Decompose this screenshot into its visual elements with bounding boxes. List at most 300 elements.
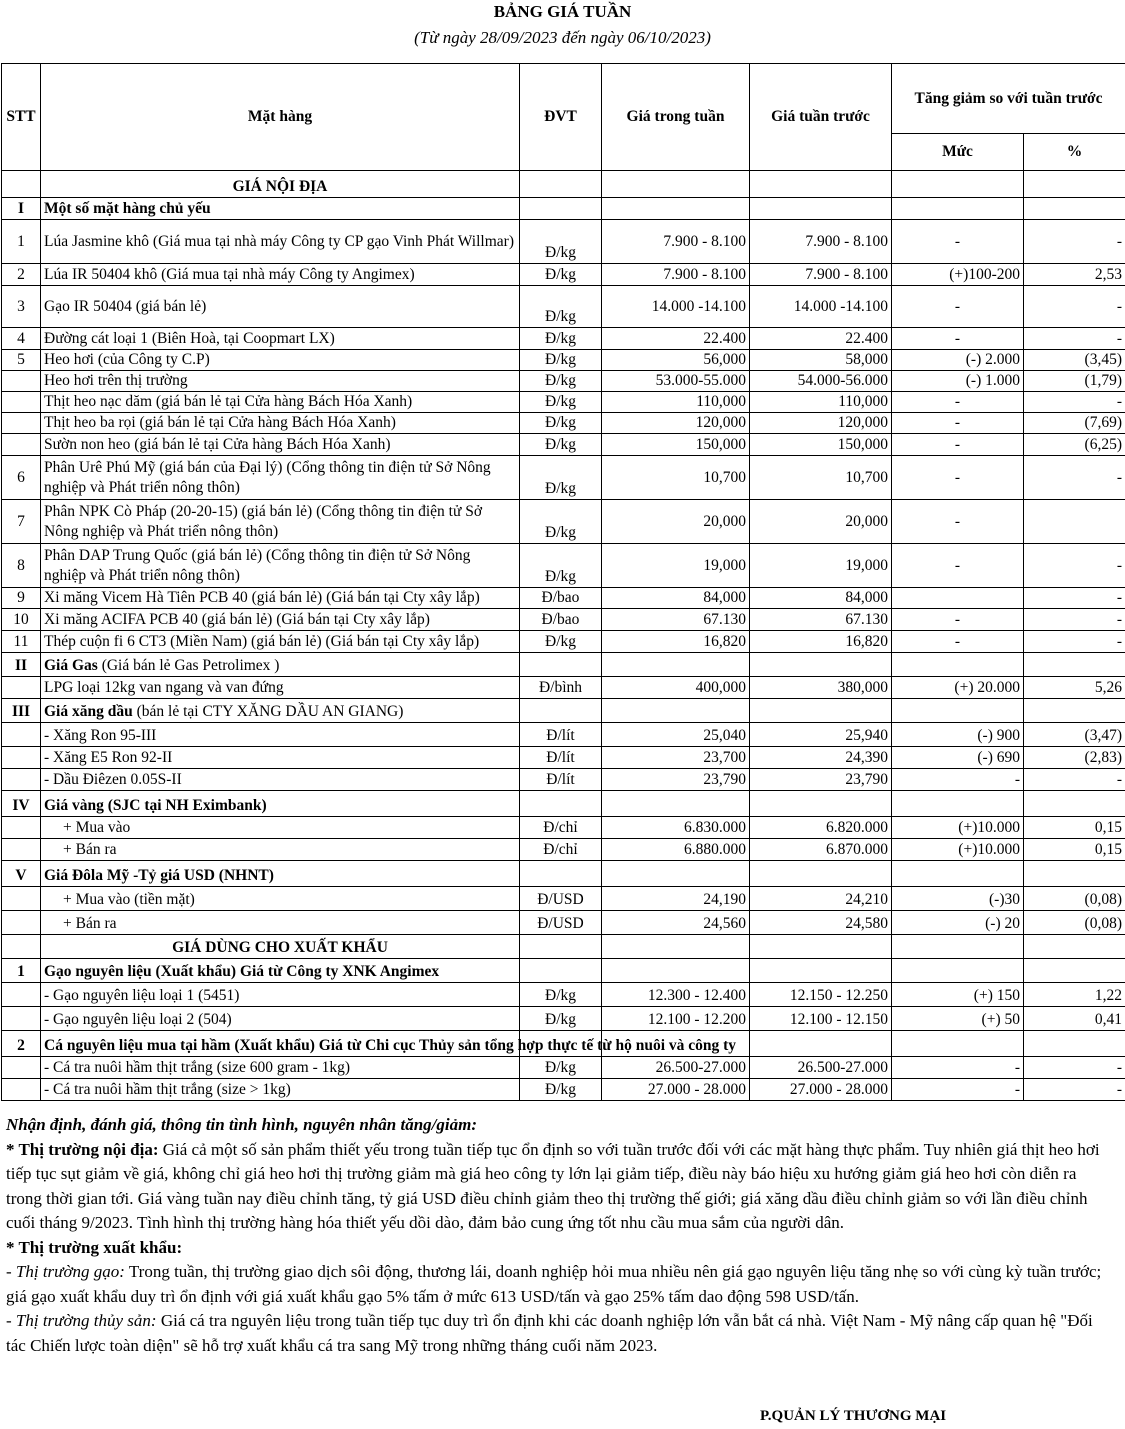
row-change-level: - <box>892 434 1024 456</box>
row-item: + Bán ra <box>41 911 520 935</box>
price-table-body <box>2 171 1125 1101</box>
row-price-previous: 54.000-56.000 <box>750 371 892 392</box>
row-stt <box>2 392 41 413</box>
row-change-level: - <box>892 769 1024 791</box>
row-price-previous: 84,000 <box>750 588 892 609</box>
empty-cell <box>750 861 892 887</box>
row-unit: Đ/kg <box>520 456 602 500</box>
empty-cell <box>2 935 41 959</box>
row-change-level: - <box>892 392 1024 413</box>
empty-cell <box>892 861 1024 887</box>
row-stt: 3 <box>2 286 41 328</box>
row-change-percent: - <box>1024 1057 1125 1079</box>
row-stt <box>2 887 41 911</box>
row-price-previous: 24,580 <box>750 911 892 935</box>
row-change-level: - <box>892 1057 1024 1079</box>
empty-cell <box>892 699 1024 723</box>
table-row <box>2 861 1125 887</box>
row-item: Heo hơi (của Công ty C.P) <box>41 350 520 371</box>
table-row <box>2 791 1125 817</box>
empty-cell <box>520 699 602 723</box>
empty-cell <box>602 861 750 887</box>
row-price-previous: 12.150 - 12.250 <box>750 983 892 1007</box>
group-title <box>41 959 520 983</box>
row-change-level: (-)30 <box>892 887 1024 911</box>
notes-heading: Nhận định, đánh giá, thông tin tình hình, nguyên nhân tăng/giảm: <box>6 1115 478 1134</box>
row-unit: Đ/lít <box>520 747 602 769</box>
row-change-level <box>892 588 1024 609</box>
row-change-percent: - <box>1024 609 1125 631</box>
table-row <box>2 699 1125 723</box>
table-row <box>2 392 1125 413</box>
row-change-percent: 0,41 <box>1024 1007 1125 1031</box>
row-stt: 11 <box>2 631 41 653</box>
row-price-previous: 27.000 - 28.000 <box>750 1079 892 1101</box>
row-price-previous: 6.870.000 <box>750 839 892 861</box>
row-price-previous: 110,000 <box>750 392 892 413</box>
empty-cell <box>520 198 602 220</box>
empty-cell <box>520 861 602 887</box>
row-stt: 1 <box>2 220 41 264</box>
empty-cell <box>520 171 602 198</box>
row-price-previous: 380,000 <box>750 677 892 699</box>
row-stt <box>2 839 41 861</box>
row-change-level: - <box>892 1079 1024 1101</box>
group-note: (bán lẻ tại CTY XĂNG DẦU AN GIANG) <box>132 703 404 720</box>
empty-cell <box>750 959 892 983</box>
row-price-previous: 6.820.000 <box>750 817 892 839</box>
row-item: + Mua vào <box>41 817 520 839</box>
row-price-previous: 14.000 -14.100 <box>750 286 892 328</box>
row-price-current: 110,000 <box>602 392 750 413</box>
row-price-previous: 22.400 <box>750 328 892 350</box>
group-stt: V <box>2 861 41 887</box>
row-price-previous: 26.500-27.000 <box>750 1057 892 1079</box>
domestic-label: * Thị trường nội địa: <box>6 1139 159 1159</box>
empty-cell <box>2 171 41 198</box>
row-stt <box>2 677 41 699</box>
row-unit: Đ/kg <box>520 220 602 264</box>
row-price-current: 10,700 <box>602 456 750 500</box>
table-row <box>2 1007 1125 1031</box>
empty-cell <box>892 1031 1024 1057</box>
row-price-current: 6.830.000 <box>602 817 750 839</box>
header-stt: STT <box>2 64 41 171</box>
empty-cell <box>520 935 602 959</box>
row-price-current: 22.400 <box>602 328 750 350</box>
table-row <box>2 350 1125 371</box>
row-change-percent: - <box>1024 631 1125 653</box>
table-row <box>2 723 1125 747</box>
row-stt <box>2 371 41 392</box>
empty-cell <box>1024 198 1125 220</box>
row-item: Gạo IR 50404 (giá bán lẻ) <box>41 286 520 328</box>
row-price-previous: 23,790 <box>750 769 892 791</box>
row-price-previous: 19,000 <box>750 544 892 588</box>
empty-cell <box>1024 1031 1125 1057</box>
row-change-level: (-) 900 <box>892 723 1024 747</box>
group-title <box>41 699 520 723</box>
table-row <box>2 959 1125 983</box>
group-label: Giá Đôla Mỹ -Tỷ giá USD (NHNT) <box>44 867 274 884</box>
empty-cell <box>602 959 750 983</box>
row-change-percent: - <box>1024 769 1125 791</box>
analysis-notes <box>6 1113 1116 1358</box>
row-price-current: 7.900 - 8.100 <box>602 220 750 264</box>
row-item: - Xăng Ron 95-III <box>41 723 520 747</box>
table-row <box>2 747 1125 769</box>
row-change-percent: (6,25) <box>1024 434 1125 456</box>
row-unit: Đ/kg <box>520 264 602 286</box>
table-row <box>2 500 1125 544</box>
table-row <box>2 1031 1125 1057</box>
row-change-level: - <box>892 544 1024 588</box>
table-row <box>2 1079 1125 1101</box>
row-item: - Gạo nguyên liệu loại 2 (504) <box>41 1007 520 1031</box>
row-stt: 2 <box>2 264 41 286</box>
empty-cell <box>750 653 892 677</box>
header-item: Mặt hàng <box>41 64 520 171</box>
row-item: - Cá tra nuôi hầm thịt trắng (size > 1kg) <box>41 1079 520 1101</box>
empty-cell <box>602 653 750 677</box>
row-unit: Đ/kg <box>520 392 602 413</box>
row-change-percent: (0,08) <box>1024 887 1125 911</box>
empty-cell <box>1024 699 1125 723</box>
row-unit: Đ/chỉ <box>520 817 602 839</box>
row-item: Thịt heo nạc dăm (giá bán lẻ tại Cửa hàng Bách Hóa Xanh) <box>41 392 520 413</box>
row-price-previous: 24,210 <box>750 887 892 911</box>
row-price-current: 7.900 - 8.100 <box>602 264 750 286</box>
row-change-percent: (3,45) <box>1024 350 1125 371</box>
row-unit: Đ/kg <box>520 500 602 544</box>
empty-cell <box>750 791 892 817</box>
row-unit: Đ/kg <box>520 544 602 588</box>
header-level: Mức <box>892 134 1024 171</box>
row-stt <box>2 769 41 791</box>
row-price-current: 27.000 - 28.000 <box>602 1079 750 1101</box>
empty-cell <box>520 791 602 817</box>
row-price-current: 53.000-55.000 <box>602 371 750 392</box>
group-stt: 2 <box>2 1031 41 1057</box>
row-stt <box>2 747 41 769</box>
group-title <box>41 653 520 677</box>
empty-cell <box>520 653 602 677</box>
group-title <box>41 861 520 887</box>
row-change-level: (-) 1.000 <box>892 371 1024 392</box>
empty-cell <box>892 959 1024 983</box>
rice-market-text: Trong tuần, thị trường giao dịch sôi động, thương lái, doanh nghiệp hỏi mua nhiều nên giá gạo nguyên liệu tăng nhẹ so với cùng kỳ tuần trước; giá gạo xuất khẩu duy trì ổn định với giá xuất khẩu gạo 5% tấm ở mức 613 USD/tấn và gạo 25% tấm dao động 598 USD/tấn. <box>6 1262 1102 1306</box>
row-item: + Mua vào (tiền mặt) <box>41 887 520 911</box>
row-change-percent: 0,15 <box>1024 839 1125 861</box>
row-stt: 8 <box>2 544 41 588</box>
row-stt: 9 <box>2 588 41 609</box>
row-item: Lúa IR 50404 khô (Giá mua tại nhà máy Công ty Angimex) <box>41 264 520 286</box>
empty-cell <box>602 699 750 723</box>
row-item: Phân DAP Trung Quốc (giá bán lẻ) (Cổng thông tin điện tử Sở Nông nghiệp và Phát triển nông thôn) <box>41 544 520 588</box>
row-change-level: - <box>892 286 1024 328</box>
row-change-percent: - <box>1024 328 1125 350</box>
row-price-current: 24,190 <box>602 887 750 911</box>
row-unit: Đ/bình <box>520 677 602 699</box>
row-unit: Đ/kg <box>520 631 602 653</box>
table-row <box>2 456 1125 500</box>
row-change-level: (+) 20.000 <box>892 677 1024 699</box>
table-row <box>2 653 1125 677</box>
row-unit: Đ/lít <box>520 769 602 791</box>
table-row <box>2 286 1125 328</box>
table-row <box>2 544 1125 588</box>
empty-cell <box>750 699 892 723</box>
row-stt <box>2 1007 41 1031</box>
report-title: BẢNG GIÁ TUẦN <box>493 2 632 21</box>
table-row <box>2 983 1125 1007</box>
empty-cell <box>892 171 1024 198</box>
row-price-previous: 12.100 - 12.150 <box>750 1007 892 1031</box>
row-unit: Đ/kg <box>520 434 602 456</box>
empty-cell <box>892 653 1024 677</box>
header-last-week: Giá tuần trước <box>750 64 892 171</box>
empty-cell <box>602 171 750 198</box>
row-change-level: (+) 150 <box>892 983 1024 1007</box>
row-stt: 6 <box>2 456 41 500</box>
table-row <box>2 839 1125 861</box>
table-row <box>2 911 1125 935</box>
empty-cell <box>892 791 1024 817</box>
row-price-current: 400,000 <box>602 677 750 699</box>
table-row <box>2 264 1125 286</box>
row-change-percent: 0,15 <box>1024 817 1125 839</box>
row-price-current: 26.500-27.000 <box>602 1057 750 1079</box>
header-percent: % <box>1024 134 1125 171</box>
row-item: Phân NPK Cò Pháp (20-20-15) (giá bán lẻ) (Cổng thông tin điện tử Sở Nông nghiệp và Phát triển nông thôn) <box>41 500 520 544</box>
header-unit: ĐVT <box>520 64 602 171</box>
empty-cell <box>750 198 892 220</box>
table-row <box>2 817 1125 839</box>
row-change-percent: 2,53 <box>1024 264 1125 286</box>
row-change-percent: - <box>1024 220 1125 264</box>
row-unit: Đ/kg <box>520 983 602 1007</box>
row-unit: Đ/kg <box>520 1007 602 1031</box>
row-price-previous: 25,940 <box>750 723 892 747</box>
row-stt <box>2 911 41 935</box>
row-unit: Đ/kg <box>520 371 602 392</box>
row-change-percent: - <box>1024 456 1125 500</box>
empty-cell <box>602 935 750 959</box>
row-unit: Đ/kg <box>520 286 602 328</box>
signature: P.QUẢN LÝ THƯƠNG MẠI <box>760 1408 947 1424</box>
row-change-level: (-) 20 <box>892 911 1024 935</box>
row-change-level: - <box>892 456 1024 500</box>
section-title: GIÁ DÙNG CHO XUẤT KHẨU <box>41 935 520 959</box>
row-change-level: (+)100-200 <box>892 264 1024 286</box>
row-price-current: 25,040 <box>602 723 750 747</box>
table-row <box>2 434 1125 456</box>
row-change-percent: - <box>1024 588 1125 609</box>
row-price-current: 24,560 <box>602 911 750 935</box>
row-price-current: 84,000 <box>602 588 750 609</box>
row-unit: Đ/kg <box>520 1079 602 1101</box>
row-price-current: 12.300 - 12.400 <box>602 983 750 1007</box>
empty-cell <box>892 935 1024 959</box>
empty-cell <box>750 171 892 198</box>
row-change-percent: (2,83) <box>1024 747 1125 769</box>
report-subtitle: (Từ ngày 28/09/2023 đến ngày 06/10/2023) <box>414 28 711 47</box>
row-change-level: - <box>892 609 1024 631</box>
row-price-current: 23,790 <box>602 769 750 791</box>
row-item: - Dầu Điêzen 0.05S-II <box>41 769 520 791</box>
group-stt: IV <box>2 791 41 817</box>
row-change-level: (+)10.000 <box>892 817 1024 839</box>
row-unit: Đ/lít <box>520 723 602 747</box>
row-item: Xi măng ACIFA PCB 40 (giá bán lẻ) (Giá bán tại Cty xây lắp) <box>41 609 520 631</box>
row-item: Xi măng Vicem Hà Tiên PCB 40 (giá bán lẻ) (Giá bán tại Cty xây lắp) <box>41 588 520 609</box>
row-item: Sườn non heo (giá bán lẻ tại Cửa hàng Bách Hóa Xanh) <box>41 434 520 456</box>
row-item: Heo hơi trên thị trường <box>41 371 520 392</box>
row-stt: 10 <box>2 609 41 631</box>
row-stt <box>2 1079 41 1101</box>
table-row <box>2 328 1125 350</box>
row-change-percent: (3,47) <box>1024 723 1125 747</box>
row-item: Thịt heo ba rọi (giá bán lẻ tại Cửa hàng Bách Hóa Xanh) <box>41 413 520 434</box>
domestic-text: Giá cả một số sản phẩm thiết yếu trong tuần tiếp tục ổn định so với tuần trước đối với các mặt hàng thực phẩm. Tuy nhiên giá thịt heo hơi tiếp tục sụt giảm về giá, không chỉ giá heo hơi thị trường giảm mà giá heo công ty lớn lại giảm tiếp, điều này báo hiệu xu hướng giảm giá heo hơi còn diễn ra trong thời gian tới. Giá vàng tuần nay điều chỉnh tăng, tỷ giá USD điều chỉnh giảm theo thị trường thế giới; giá xăng dầu điều chỉnh giảm so với lần điều chỉnh cuối tháng 9/2023. Tình hình thị trường hàng hóa thiết yếu dồi dào, đảm bảo cung ứng tốt nhu cầu mua sắm của người dân. <box>6 1139 1100 1232</box>
row-price-current: 19,000 <box>602 544 750 588</box>
row-item: - Cá tra nuôi hầm thịt trắng (size 600 gram - 1kg) <box>41 1057 520 1079</box>
group-label: Một số mặt hàng chủ yếu <box>44 200 211 217</box>
row-change-percent <box>1024 500 1125 544</box>
export-label: * Thị trường xuất khẩu: <box>6 1237 183 1257</box>
row-price-previous: 120,000 <box>750 413 892 434</box>
rice-market-label: - Thị trường gạo: <box>6 1262 125 1281</box>
row-price-current: 120,000 <box>602 413 750 434</box>
row-price-previous: 10,700 <box>750 456 892 500</box>
group-title <box>41 791 520 817</box>
row-price-previous: 7.900 - 8.100 <box>750 264 892 286</box>
empty-cell <box>602 791 750 817</box>
empty-cell <box>1024 791 1125 817</box>
row-change-percent: 1,22 <box>1024 983 1125 1007</box>
row-price-previous: 24,390 <box>750 747 892 769</box>
row-change-percent: 5,26 <box>1024 677 1125 699</box>
row-unit: Đ/kg <box>520 328 602 350</box>
group-stt: I <box>2 198 41 220</box>
row-price-previous: 67.130 <box>750 609 892 631</box>
empty-cell <box>520 959 602 983</box>
table-row <box>2 631 1125 653</box>
row-price-current: 67.130 <box>602 609 750 631</box>
row-change-level: (+) 50 <box>892 1007 1024 1031</box>
group-label: Giá Gas <box>44 657 98 674</box>
row-change-level: - <box>892 631 1024 653</box>
row-item: - Xăng E5 Ron 92-II <box>41 747 520 769</box>
row-stt <box>2 723 41 747</box>
row-item: + Bán ra <box>41 839 520 861</box>
row-price-previous: 150,000 <box>750 434 892 456</box>
row-price-previous: 20,000 <box>750 500 892 544</box>
group-title <box>41 1031 737 1057</box>
row-item: Phân Urê Phú Mỹ (giá bán của Đại lý) (Cổng thông tin điện tử Sở Nông nghiệp và Phát triển nông thôn) <box>41 456 520 500</box>
row-price-previous: 58,000 <box>750 350 892 371</box>
row-price-current: 16,820 <box>602 631 750 653</box>
group-label: Gạo nguyên liệu (Xuất khẩu) Giá từ Công ty XNK Angimex <box>44 963 440 980</box>
row-stt <box>2 1057 41 1079</box>
row-price-current: 14.000 -14.100 <box>602 286 750 328</box>
row-stt <box>2 817 41 839</box>
table-row <box>2 588 1125 609</box>
row-change-level: - <box>892 220 1024 264</box>
row-price-current: 6.880.000 <box>602 839 750 861</box>
row-change-level: - <box>892 500 1024 544</box>
row-unit: Đ/kg <box>520 413 602 434</box>
header-change: Tăng giảm so với tuần trước <box>892 64 1125 134</box>
group-stt: III <box>2 699 41 723</box>
row-price-current: 23,700 <box>602 747 750 769</box>
row-change-percent: - <box>1024 286 1125 328</box>
empty-cell <box>750 935 892 959</box>
group-stt: 1 <box>2 959 41 983</box>
empty-cell <box>602 198 750 220</box>
row-stt <box>2 434 41 456</box>
row-stt: 4 <box>2 328 41 350</box>
row-change-percent: - <box>1024 392 1125 413</box>
row-item: Lúa Jasmine khô (Giá mua tại nhà máy Công ty CP gạo Vinh Phát Willmar) <box>41 220 520 264</box>
group-label: Giá xăng dầu <box>44 703 133 720</box>
row-change-percent: (1,79) <box>1024 371 1125 392</box>
row-item: LPG loại 12kg van ngang và van đứng <box>41 677 520 699</box>
section-title: GIÁ NỘI ĐỊA <box>41 171 520 198</box>
row-stt: 5 <box>2 350 41 371</box>
table-row <box>2 220 1125 264</box>
row-change-level: (-) 2.000 <box>892 350 1024 371</box>
empty-cell <box>1024 935 1125 959</box>
row-change-level: - <box>892 413 1024 434</box>
row-change-percent: (0,08) <box>1024 911 1125 935</box>
row-unit: Đ/kg <box>520 1057 602 1079</box>
table-row <box>2 171 1125 198</box>
header-this-week: Giá trong tuần <box>602 64 750 171</box>
table-row <box>2 371 1125 392</box>
table-row <box>2 677 1125 699</box>
table-row <box>2 887 1125 911</box>
row-change-percent: (7,69) <box>1024 413 1125 434</box>
row-change-level: (+)10.000 <box>892 839 1024 861</box>
row-unit: Đ/bao <box>520 609 602 631</box>
row-stt <box>2 983 41 1007</box>
row-price-previous: 16,820 <box>750 631 892 653</box>
table-row <box>2 935 1125 959</box>
row-price-current: 12.100 - 12.200 <box>602 1007 750 1031</box>
table-row <box>2 1057 1125 1079</box>
fish-market-text: Giá cá tra nguyên liệu trong tuần tiếp tục duy trì ổn định khi các doanh nghiệp lớn vẫn bắt cá nhà. Việt Nam - Mỹ nâng cấp quan hệ "Đối tác Chiến lược toàn diện" sẽ hỗ trợ xuất khẩu cá tra sang Mỹ trong những tháng cuối năm 2023. <box>6 1311 1093 1355</box>
price-table <box>1 63 1125 1101</box>
row-price-current: 150,000 <box>602 434 750 456</box>
row-item: - Gạo nguyên liệu loại 1 (5451) <box>41 983 520 1007</box>
row-unit: Đ/bao <box>520 588 602 609</box>
row-unit: Đ/kg <box>520 350 602 371</box>
row-price-current: 56,000 <box>602 350 750 371</box>
table-row <box>2 413 1125 434</box>
empty-cell <box>1024 959 1125 983</box>
empty-cell <box>1024 171 1125 198</box>
group-label: Giá vàng (SJC tại NH Eximbank) <box>44 797 267 814</box>
empty-cell <box>1024 861 1125 887</box>
table-row <box>2 198 1125 220</box>
group-label: Cá nguyên liệu mua tại hầm (Xuất khẩu) Giá từ Chi cục Thủy sản tổng hợp thực tế từ hộ nuôi và công ty <box>44 1037 737 1054</box>
row-unit: Đ/USD <box>520 887 602 911</box>
row-change-percent: - <box>1024 1079 1125 1101</box>
empty-cell <box>750 1031 892 1057</box>
group-stt: II <box>2 653 41 677</box>
table-row <box>2 609 1125 631</box>
